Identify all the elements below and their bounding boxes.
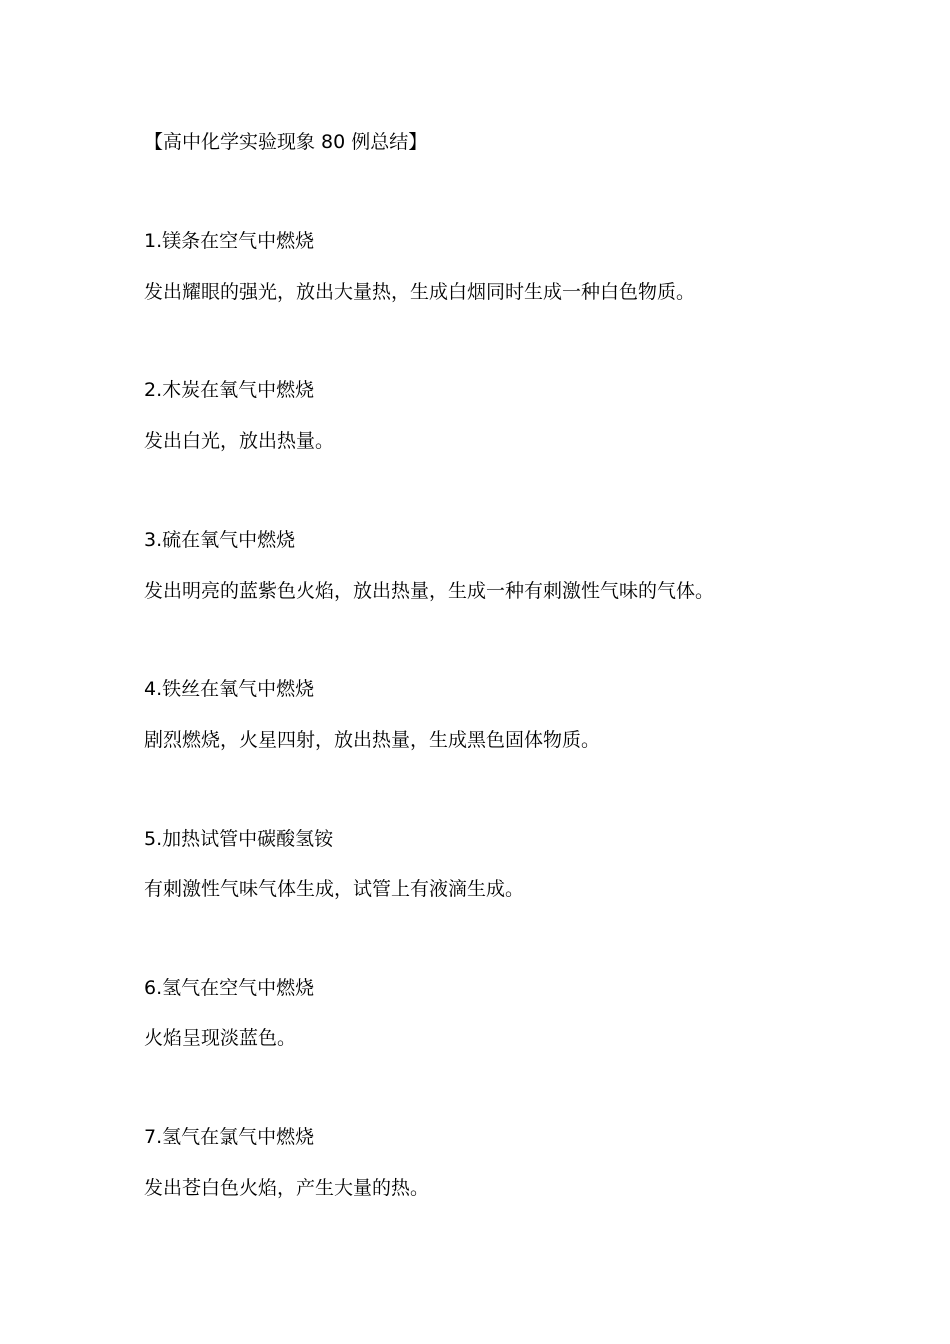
entry-heading: 1.镁条在空气中燃烧 xyxy=(144,230,315,252)
entry-heading: 5.加热试管中碳酸氢铵 xyxy=(144,828,334,850)
entry-heading: 4.铁丝在氧气中燃烧 xyxy=(144,678,315,700)
entry-description: 剧烈燃烧，火星四射，放出热量，生成黑色固体物质。 xyxy=(144,729,601,751)
entry-description: 发出明亮的蓝紫色火焰，放出热量，生成一种有刺激性气味的气体。 xyxy=(144,580,715,602)
entry-description: 火焰呈现淡蓝色。 xyxy=(144,1027,297,1049)
entry-heading: 3.硫在氧气中燃烧 xyxy=(144,529,296,551)
entry-description: 有刺激性气味气体生成，试管上有液滴生成。 xyxy=(144,878,525,900)
entry-description: 发出苍白色火焰，产生大量的热。 xyxy=(144,1177,430,1199)
entry-heading: 2.木炭在氧气中燃烧 xyxy=(144,379,315,401)
entry-heading: 7.氢气在氯气中燃烧 xyxy=(144,1126,315,1148)
entry-description: 发出耀眼的强光，放出大量热，生成白烟同时生成一种白色物质。 xyxy=(144,281,696,303)
entry-description: 发出白光，放出热量。 xyxy=(144,430,335,452)
entry-heading: 6.氢气在空气中燃烧 xyxy=(144,977,315,999)
document-title: 【高中化学实验现象 80 例总结】 xyxy=(144,131,428,153)
